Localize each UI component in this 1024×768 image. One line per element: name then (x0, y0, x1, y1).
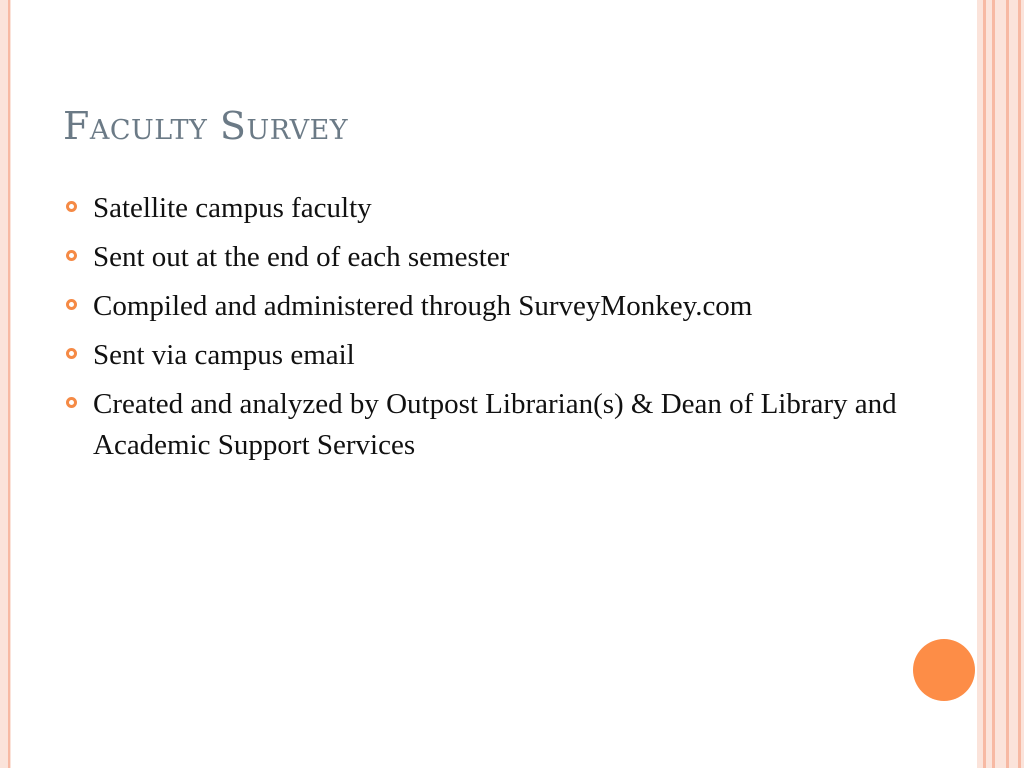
ring-bullet-icon (66, 299, 77, 310)
list-item (63, 188, 913, 229)
list-item (63, 384, 913, 466)
bullet-text: Sent out at the end of each semester (93, 241, 510, 273)
bullet-text: Created and analyzed by Outpost Librarian(s) & Dean of Library and Academic Support Services (93, 388, 897, 461)
ring-bullet-icon (66, 348, 77, 359)
right-border-line-4 (1018, 0, 1021, 768)
slide-canvas (11, 0, 977, 768)
slide-title: Faculty Survey (63, 104, 349, 148)
right-border-line-3 (1006, 0, 1009, 768)
ring-bullet-icon (66, 201, 77, 212)
list-item (63, 237, 913, 278)
left-border-line (8, 0, 10, 768)
right-border-line-2 (992, 0, 995, 768)
list-item (63, 335, 913, 376)
bullet-text: Satellite campus faculty (93, 192, 372, 224)
bullet-list (63, 188, 913, 474)
bullet-text: Compiled and administered through SurveyMonkey.com (93, 290, 753, 322)
right-border-line-1 (983, 0, 986, 768)
list-item (63, 286, 913, 327)
ring-bullet-icon (66, 250, 77, 261)
ring-bullet-icon (66, 397, 77, 408)
orange-circle-decoration (913, 639, 975, 701)
bullet-text: Sent via campus email (93, 339, 355, 371)
